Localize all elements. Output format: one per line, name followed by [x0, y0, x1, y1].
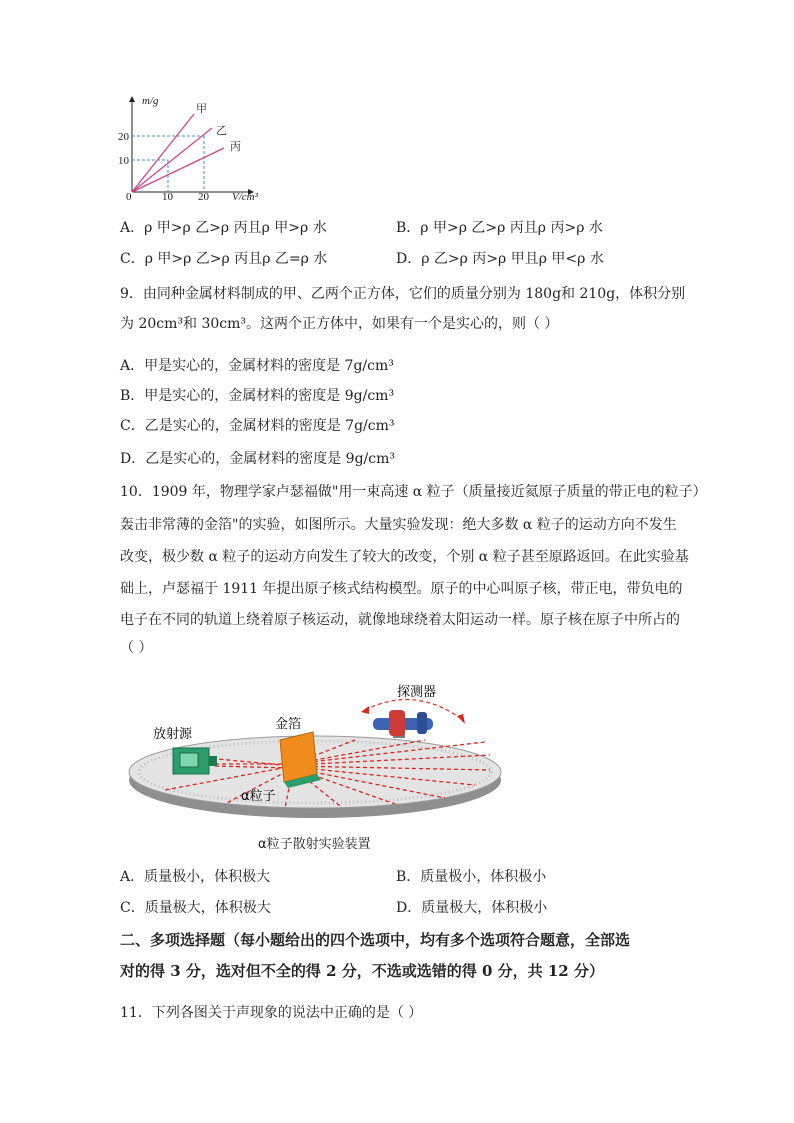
- q9-option-a: A．甲是实心的，金属材料的密度是 7g/cm³: [120, 358, 394, 374]
- y-tick-10: 10: [118, 155, 129, 167]
- q8-option-a: A．ρ 甲>ρ 乙>ρ 丙且ρ 甲>ρ 水: [120, 220, 327, 236]
- y-axis-label: m/g: [142, 95, 159, 107]
- origin-label: 0: [126, 191, 132, 203]
- mass-volume-graph: [112, 92, 272, 204]
- label-detector: 探测器: [397, 685, 437, 700]
- x-tick-10: 10: [162, 191, 173, 203]
- label-source: 放射源: [153, 727, 193, 742]
- label-foil: 金箔: [275, 717, 302, 732]
- q9-option-c: C．乙是实心的，金属材料的密度是 7g/cm³: [120, 418, 395, 434]
- q10-option-b: B．质量极小，体积极小: [396, 869, 547, 885]
- x-axis-label: V/cm³: [232, 191, 258, 203]
- arrowhead-left: [361, 706, 369, 714]
- q10-line6: （ ）: [120, 640, 153, 656]
- q10-line2: 轰击非常薄的金箔"的实验，如图所示。大量实验发现：绝大多数 α 粒子的运动方向不发生: [120, 517, 677, 533]
- q9-option-b: B．甲是实心的，金属材料的密度是 9g/cm³: [120, 388, 395, 404]
- y-tick-20: 20: [118, 131, 129, 143]
- q8-option-d: D．ρ 乙>ρ 丙>ρ 甲且ρ 甲<ρ 水: [396, 251, 604, 267]
- figure-caption: α粒子散射实验装置: [258, 837, 371, 852]
- q8-option-c: C．ρ 甲>ρ 乙>ρ 丙且ρ 乙=ρ 水: [120, 251, 328, 267]
- x-tick-20: 20: [198, 191, 209, 203]
- alpha-scattering-figure: [125, 680, 515, 825]
- q10-line1: 10．1909 年，物理学家卢瑟福做"用一束高速 α 粒子（质量接近氦原子质量的带正电的粒子）: [120, 484, 707, 500]
- q10-option-c: C．质量极大，体积极大: [120, 900, 271, 916]
- q9-option-d: D．乙是实心的，金属材料的密度是 9g/cm³: [120, 451, 395, 467]
- q10-line4: 础上，卢瑟福于 1911 年提出原子核式结构模型。原子的中心叫原子核，带正电，带负电的: [120, 581, 683, 597]
- q10-line5: 电子在不同的轨道上绕着原子核运动，就像地球绕着太阳运动一样。原子核在原子中所占的: [120, 612, 680, 628]
- q9-stem-line2: 为 20cm³和 30cm³。这两个正方体中，如果有一个是实心的，则（ ）: [120, 316, 559, 332]
- detector: [373, 710, 433, 738]
- q8-option-b: B．ρ 甲>ρ 乙>ρ 丙且ρ 丙>ρ 水: [396, 220, 603, 236]
- section2-heading-line1: 二、多项选择题（每小题给出的四个选项中，均有多个选项符合题意，全部选: [120, 931, 631, 949]
- q10-line3: 改变，极少数 α 粒子的运动方向发生了较大的改变，个别 α 粒子甚至原路返回。在此实验基: [120, 549, 689, 565]
- q10-option-d: D．质量极大，体积极小: [396, 900, 548, 916]
- q9-stem-line1: 9．由同种金属材料制成的甲、乙两个正方体，它们的质量分别为 180g和 210g，体积分别: [120, 286, 686, 302]
- q10-option-a: A．质量极小，体积极大: [120, 869, 271, 885]
- line-label-bing: 丙: [230, 141, 241, 153]
- q11-stem: 11．下列各图关于声现象的说法中正确的是（ ）: [120, 1005, 423, 1021]
- label-alpha: α粒子: [241, 789, 276, 804]
- detector-rotation-arrow: [365, 700, 463, 720]
- line-label-jia: 甲: [196, 103, 207, 115]
- line-label-yi: 乙: [216, 125, 227, 137]
- section2-heading-line2: 对的得 3 分，选对但不全的得 2 分，不选或选错的得 0 分，共 12 分）: [120, 962, 604, 980]
- y-axis-arrow: [129, 96, 135, 102]
- line-jia: [132, 114, 194, 192]
- arrowhead-right: [457, 714, 465, 724]
